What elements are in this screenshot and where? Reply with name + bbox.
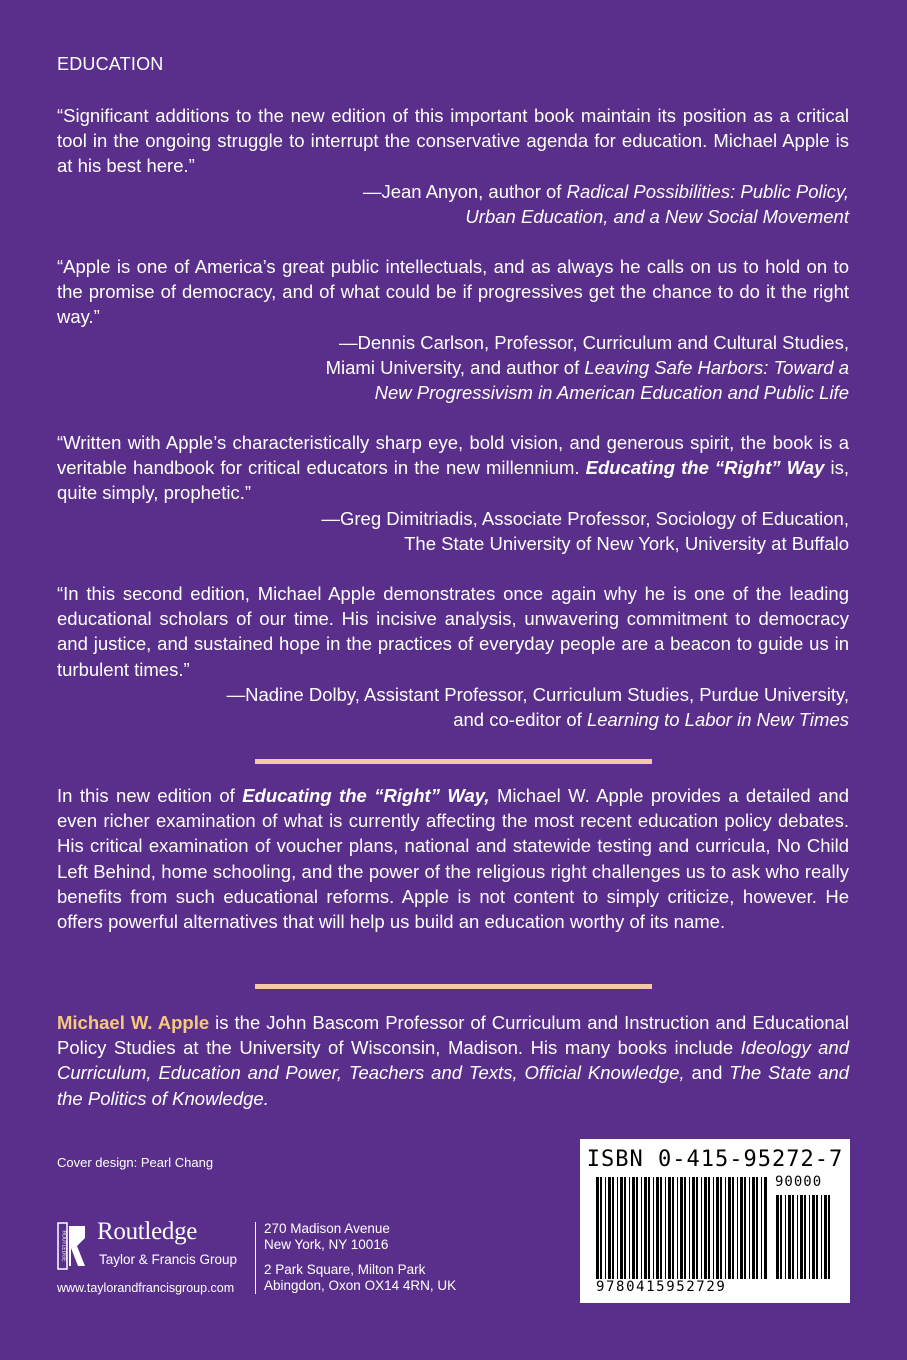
quote-text: “Written with Apple’s characteristically sharp eye, bold vision, and generous spirit, the book is a veritable handbook for critical educators in the new millennium. Educating the “Right” Way is, quite simply, prophetic.” [57, 432, 850, 504]
quote-attribution: —Jean Anyon, author of Radical Possibilities: Public Policy, Urban Education, and a New Social Movement [362, 180, 849, 227]
barcode-bar [624, 1177, 626, 1279]
barcode-bar [740, 1177, 743, 1279]
address-uk: 2 Park Square, Milton Park Abingdon, Oxon OX14 4RN, UK [264, 1262, 457, 1293]
barcode-bar [668, 1177, 671, 1279]
barcode-bar [665, 1177, 666, 1279]
barcode-bar [752, 1177, 755, 1279]
routledge-logo-icon [57, 1222, 87, 1270]
barcode-bar [708, 1177, 710, 1279]
quote-attribution: —Greg Dimitriadis, Associate Professor, Sociology of Education, The State University of New York, University at Buffalo [321, 507, 849, 554]
barcode-bar [632, 1177, 635, 1279]
barcode-bar [605, 1177, 606, 1279]
barcode-bar [677, 1177, 678, 1279]
barcode-bar [809, 1195, 810, 1279]
barcode-bar [780, 1195, 782, 1279]
barcode-bar [612, 1177, 614, 1279]
publisher-subtitle: Taylor & Francis Group [99, 1252, 238, 1267]
barcode-bar [644, 1177, 647, 1279]
quote-2 [57, 254, 849, 405]
barcode-bar [720, 1177, 722, 1279]
barcode-bar [641, 1177, 642, 1279]
barcode-bar [672, 1177, 674, 1279]
barcode-bar [776, 1195, 779, 1279]
barcode-bar [716, 1177, 719, 1279]
quote-attribution: —Dennis Carlson, Professor, Curriculum and Cultural Studies, Miami University, and author of Leaving Safe Harbors: Toward a New Progressivism in American Education and Public Life [325, 331, 849, 404]
barcode-bar [596, 1177, 599, 1279]
barcode-bar [756, 1177, 758, 1279]
publisher-url: www.taylorandfrancisgroup.com [57, 1281, 235, 1295]
ean-number: 9780415952729 [596, 1279, 727, 1295]
barcode-bar [824, 1195, 827, 1279]
barcode-bar [737, 1177, 738, 1279]
barcode-bar [749, 1177, 750, 1279]
barcode-bar [696, 1177, 698, 1279]
barcode-bar [689, 1177, 690, 1279]
category-label: EDUCATION [57, 54, 164, 74]
barcode-bar [653, 1177, 654, 1279]
barcode-bar [732, 1177, 734, 1279]
isbn-number: ISBN 0-415-95272-7 [586, 1147, 844, 1172]
barcode-bar [713, 1177, 714, 1279]
barcode-bar [821, 1195, 822, 1279]
divider-rule [255, 984, 652, 989]
barcode-bar [785, 1195, 786, 1279]
barcode-bar [660, 1177, 662, 1279]
barcode-bar [812, 1195, 815, 1279]
quote-4 [57, 581, 849, 732]
barcode-bar [617, 1177, 618, 1279]
barcode-bar [684, 1177, 686, 1279]
quote-text: “Significant additions to the new edition of this important book maintain its position as a critical tool in the ongoing struggle to interrupt the conservative agenda for education. Michael Apple is at his best here.” [57, 105, 849, 177]
barcode-bar [636, 1177, 638, 1279]
barcode-bar [828, 1195, 830, 1279]
barcode-bar [608, 1177, 611, 1279]
publisher-name: Routledge [97, 1218, 198, 1245]
cover-credit: Cover design: Pearl Chang [57, 1155, 214, 1170]
book-description: In this new edition of Educating the “Right” Way, Michael W. Apple provides a detailed and even richer examination of what is currently affecting the most recent education policy debates. His critical examination of voucher plans, national and statewide testing and curricula, No Child Left Behind, home schooling, and the power of the religious right challenges us to ask who really benefits from such educational reforms. Apple is not content to simply criticize, however. He offers powerful alternatives that will help us build an education worthy of its name. [57, 785, 849, 933]
barcode-bar [744, 1177, 746, 1279]
barcode-bar [629, 1177, 630, 1279]
barcode-bar [648, 1177, 650, 1279]
barcode-bar [728, 1177, 731, 1279]
quote-3 [57, 430, 849, 556]
barcode-bar [704, 1177, 707, 1279]
barcode-bar [680, 1177, 683, 1279]
barcode-bar [797, 1195, 798, 1279]
barcode-bar [656, 1177, 659, 1279]
barcode-bar [701, 1177, 702, 1279]
barcode-bar [792, 1195, 794, 1279]
quote-attribution: —Nadine Dolby, Assistant Professor, Curriculum Studies, Purdue University, and co-editor of Learning to Labor in New Times [226, 683, 849, 731]
quote-1 [57, 103, 849, 229]
barcode-bar [761, 1177, 762, 1279]
barcode-bar [800, 1195, 803, 1279]
addon-bars [776, 1195, 834, 1279]
isbn-barcode [580, 1139, 850, 1303]
quote-text: “Apple is one of America’s great public intellectuals, and as always he calls on us to hold on to the promise of democracy, and of what could be if progressives get the chance to do it the right way.” [57, 256, 849, 328]
barcode-bar [692, 1177, 695, 1279]
author-name: Michael W. Apple [57, 1012, 210, 1033]
author-bio: Michael W. Apple is the John Bascom Professor of Curriculum and Instruction and Educational Policy Studies at the University of Wisconsin, Madison. His many books include Ideology and Curriculum, Education and Power, Teachers and Texts, Official Knowledge, and The State and the Politics of Knowledge. [57, 1012, 850, 1109]
publisher-divider [255, 1222, 256, 1294]
quote-text: “In this second edition, Michael Apple demonstrates once again why he is one of the leading educational scholars of our time. His incisive analysis, unwavering commitment to democracy and justice, and sustained hope in the practices of everyday people are a beacon to guide us in turbulent times.” [57, 583, 849, 680]
barcode-bar [620, 1177, 623, 1279]
book-title: Educating the “Right” Way [585, 457, 825, 479]
barcode-bar [816, 1195, 818, 1279]
addon-number: 90000 [775, 1174, 823, 1190]
ean-bars [596, 1177, 768, 1279]
barcode-bar [764, 1177, 767, 1279]
barcode-bar [804, 1195, 806, 1279]
book-title: Educating the “Right” Way, [242, 785, 490, 806]
barcode-bar [600, 1177, 602, 1279]
logo-icon-text: ROUTLEDGE [60, 1230, 67, 1262]
address-us: 270 Madison Avenue New York, NY 10016 [264, 1221, 390, 1252]
barcode-bar [725, 1177, 726, 1279]
divider-rule [255, 759, 652, 764]
barcode-bar [788, 1195, 791, 1279]
